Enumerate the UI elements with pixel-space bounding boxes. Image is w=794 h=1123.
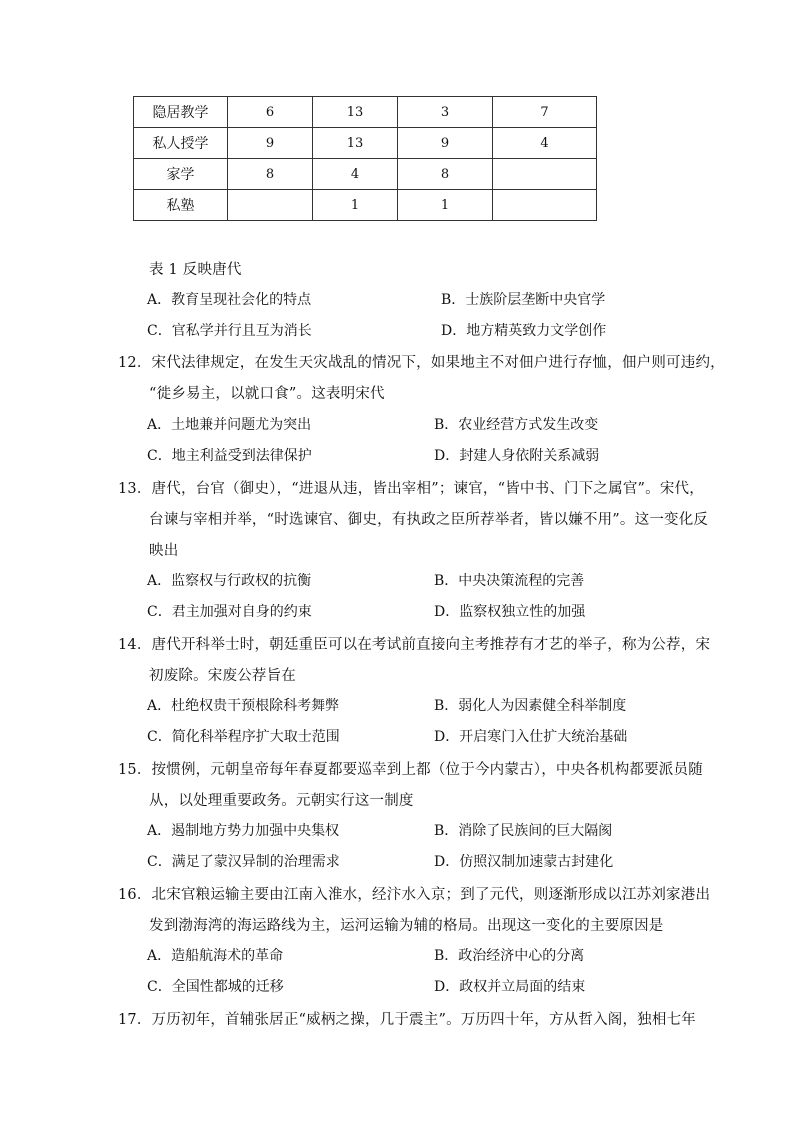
q16-option-b: B．政治经济中心的分离: [434, 948, 585, 964]
q14-stem-line2: 初废除。宋废公荐旨在: [149, 668, 296, 684]
table-cell: 隐居教学: [134, 97, 228, 128]
q16-option-c: C．全国性都城的迁移: [147, 979, 284, 995]
data-table: [133, 96, 597, 221]
table-cell: 6: [228, 97, 313, 128]
q17-stem-line1: 17．万历初年，首辅张居正“威柄之操，几于震主”。万历四十年，方从哲入阁，独相七年: [118, 1012, 696, 1028]
table-cell: 1: [313, 190, 398, 221]
q12-option-c: C．地主利益受到法律保护: [147, 448, 312, 464]
q11-option-a: A．教育呈现社会化的特点: [147, 292, 312, 308]
q16-stem-line2: 发到渤海湾的海运路线为主，运河运输为辅的格局。出现这一变化的主要原因是: [149, 918, 664, 934]
table-cell: 9: [228, 128, 313, 159]
table-cell: [228, 190, 313, 221]
table-cell: 家学: [134, 159, 228, 190]
q11-option-c: C．官私学并行且互为消长: [147, 323, 312, 339]
table-cell: 4: [313, 159, 398, 190]
q11-option-b: B．士族阶层垄断中央官学: [441, 292, 606, 308]
q12-option-b: B．农业经营方式发生改变: [434, 417, 599, 433]
table-cell: 8: [398, 159, 493, 190]
table-cell: [493, 190, 597, 221]
q12-option-a: A．土地兼并问题尤为突出: [147, 417, 312, 433]
q13-option-b: B．中央决策流程的完善: [434, 573, 585, 589]
q13-option-a: A．监察权与行政权的抗衡: [147, 573, 312, 589]
q15-stem-line2: 从，以处理重要政务。元朝实行这一制度: [149, 793, 414, 809]
q14-stem-line1: 14．唐代开科举士时，朝廷重臣可以在考试前直接向主考推荐有才艺的举子，称为公荐，宋: [118, 637, 711, 653]
q13-stem-line2: 台谏与宰相并举，“时选谏官、御史，有执政之臣所荐举者，皆以嫌不用”。这一变化反: [149, 512, 709, 528]
table-row: [134, 128, 597, 159]
table-cell: 13: [313, 97, 398, 128]
table-cell: 7: [493, 97, 597, 128]
table-cell: 8: [228, 159, 313, 190]
q15-option-c: C．满足了蒙汉异制的治理需求: [147, 854, 340, 870]
q13-stem-line3: 映出: [149, 543, 179, 559]
q15-option-a: A．遏制地方势力加强中央集权: [147, 823, 340, 839]
q12-stem-line2: “徙乡易主，以就口食”。这表明宋代: [149, 386, 385, 402]
q12-stem-line1: 12．宋代法律规定，在发生天灾战乱的情况下，如果地主不对佃户进行存恤，佃户则可违约，: [118, 355, 725, 371]
q16-option-d: D．政权并立局面的结束: [434, 979, 586, 995]
q14-option-a: A．杜绝权贵干预根除科考舞弊: [147, 698, 340, 714]
q14-option-d: D．开启寒门入仕扩大统治基础: [434, 729, 628, 745]
q15-stem-line1: 15．按惯例，元朝皇帝每年春夏都要巡幸到上都（位于今内蒙古），中央各机构都要派员随: [118, 762, 703, 778]
table-cell: 3: [398, 97, 493, 128]
q15-option-d: D．仿照汉制加速蒙古封建化: [434, 854, 614, 870]
table-cell: 13: [313, 128, 398, 159]
table-cell: 4: [493, 128, 597, 159]
q11-stem: 表 1 反映唐代: [149, 262, 242, 278]
q13-option-c: C．君主加强对自身的约束: [147, 604, 312, 620]
q14-option-b: B．弱化人为因素健全科举制度: [434, 698, 627, 714]
q16-option-a: A．造船航海术的革命: [147, 948, 284, 964]
q11-option-d: D．地方精英致力文学创作: [441, 323, 607, 339]
q15-option-b: B．消除了民族间的巨大隔阂: [434, 823, 613, 839]
q16-stem-line1: 16．北宋官粮运输主要由江南入淮水，经汴水入京；到了元代，则逐渐形成以江苏刘家港出: [118, 887, 711, 903]
table-cell: 私塾: [134, 190, 228, 221]
table-cell: [493, 159, 597, 190]
q13-option-d: D．监察权独立性的加强: [434, 604, 586, 620]
table-cell: 私人授学: [134, 128, 228, 159]
table-row: [134, 97, 597, 128]
table-row: [134, 159, 597, 190]
table-cell: 1: [398, 190, 493, 221]
q12-option-d: D．封建人身依附关系减弱: [434, 448, 600, 464]
q13-stem-line1: 13．唐代，台官（御史），“进退从违，皆出宰相”；谏官，“皆中书、门下之属官”。宋代，: [118, 481, 704, 497]
q14-option-c: C．简化科举程序扩大取士范围: [147, 729, 340, 745]
table-cell: 9: [398, 128, 493, 159]
table-row: [134, 190, 597, 221]
